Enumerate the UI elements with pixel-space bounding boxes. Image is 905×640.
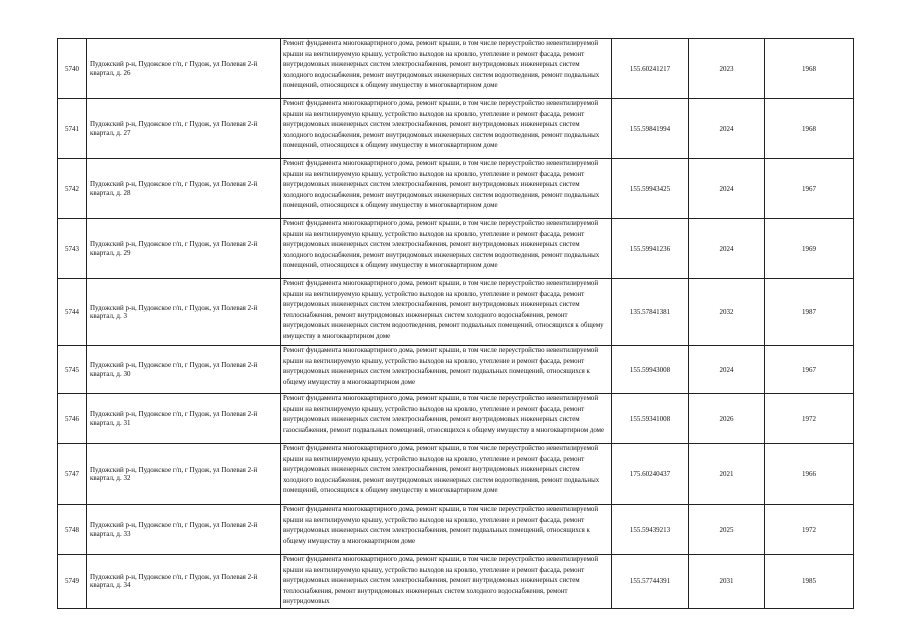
row-cost: 155.60241217 bbox=[612, 39, 689, 99]
row-planned-year: 2032 bbox=[689, 279, 765, 346]
row-number: 5742 bbox=[58, 159, 87, 219]
row-works: Ремонт фундамента многоквартирного дома, ремонт крыши, в том числе переустройство невентилируемой крыши на вентилируемую крышу, устройство выходов на кровлю, утепление и ремонт фасада, ремонт внутридомовых инженерных систем электроснабжения, ремонт внутридомовых инженерных систем холодного водоснабжения, ремонт внутридомовых инженерных систем водоотведения, ремонт подвальных помещений, относящихся к общему имуществу в многоквартирном доме bbox=[281, 39, 612, 99]
row-works: Ремонт фундамента многоквартирного дома, ремонт крыши, в том числе переустройство невентилируемой крыши на вентилируемую крышу, устройство выходов на кровлю, утепление и ремонт фасада, ремонт внутридомовых инженерных систем электроснабжения, ремонт внутридомовых инженерных систем холодного водоснабжения, ремонт внутридомовых инженерных систем водоотведения, ремонт подвальных помещений, относящихся к общему имуществу в многоквартирном доме bbox=[281, 444, 612, 505]
row-works: Ремонт фундамента многоквартирного дома, ремонт крыши, в том числе переустройство невентилируемой крыши на вентилируемую крышу, устройство выходов на кровлю, утепление и ремонт фасада, ремонт внутридомовых инженерных систем электроснабжения, ремонт внутридомовых инженерных систем теплоснабжения, ремонт внутридомовых инженерных систем холодного водоснабжения, ремонт внутридомовых инженерных систем водоотведения, ремонт подвальных помещений, относящихся к общему имуществу в многоквартирном доме bbox=[281, 279, 612, 346]
row-address: Пудожский р-н, Пудожское г/п, г Пудож, ул Полевая 2-й квартал, д. 34 bbox=[87, 555, 281, 609]
row-build-year: 1967 bbox=[765, 346, 854, 394]
row-number: 5748 bbox=[58, 505, 87, 555]
row-address: Пудожский р-н, Пудожское г/п, г Пудож, ул Полевая 2-й квартал, д. 32 bbox=[87, 444, 281, 505]
table-body bbox=[58, 39, 854, 609]
row-cost: 155.59841994 bbox=[612, 99, 689, 159]
table-row bbox=[58, 555, 854, 609]
table-row bbox=[58, 39, 854, 99]
row-address: Пудожский р-н, Пудожское г/п, г Пудож, ул Полевая 2-й квартал, д. 30 bbox=[87, 346, 281, 394]
table-row bbox=[58, 346, 854, 394]
row-number: 5740 bbox=[58, 39, 87, 99]
table-row bbox=[58, 219, 854, 279]
row-build-year: 1972 bbox=[765, 505, 854, 555]
row-address: Пудожский р-н, Пудожское г/п, г Пудож, ул Полевая 2-й квартал, д. 31 bbox=[87, 394, 281, 444]
row-cost: 155.59341008 bbox=[612, 394, 689, 444]
table-row bbox=[58, 505, 854, 555]
table-row bbox=[58, 394, 854, 444]
row-works: Ремонт фундамента многоквартирного дома, ремонт крыши, в том числе переустройство невентилируемой крыши на вентилируемую крышу, устройство выходов на кровлю, утепление и ремонт фасада, ремонт внутридомовых инженерных систем электроснабжения, ремонт внутридомовых инженерных систем холодного водоснабжения, ремонт внутридомовых инженерных систем водоотведения, ремонт подвальных помещений, относящихся к общему имуществу в многоквартирном доме bbox=[281, 99, 612, 159]
row-works: Ремонт фундамента многоквартирного дома, ремонт крыши, в том числе переустройство невентилируемой крыши на вентилируемую крышу, устройство выходов на кровлю, утепление и ремонт фасада, ремонт внутридомовых инженерных систем электроснабжения, ремонт подвальных помещений, относящихся к общему имуществу в многоквартирном доме bbox=[281, 346, 612, 394]
row-cost: 135.57841381 bbox=[612, 279, 689, 346]
row-planned-year: 2024 bbox=[689, 159, 765, 219]
row-cost: 155.59943008 bbox=[612, 346, 689, 394]
row-build-year: 1966 bbox=[765, 444, 854, 505]
row-number: 5744 bbox=[58, 279, 87, 346]
row-planned-year: 2024 bbox=[689, 219, 765, 279]
row-address: Пудожский р-н, Пудожское г/п, г Пудож, ул Полевая 2-й квартал, д. 3 bbox=[87, 279, 281, 346]
row-number: 5741 bbox=[58, 99, 87, 159]
row-number: 5746 bbox=[58, 394, 87, 444]
row-planned-year: 2031 bbox=[689, 555, 765, 609]
row-works: Ремонт фундамента многоквартирного дома, ремонт крыши, в том числе переустройство невентилируемой крыши на вентилируемую крышу, устройство выходов на кровлю, утепление и ремонт фасада, ремонт внутридомовых инженерных систем электроснабжения, ремонт внутридомовых инженерных систем теплоснабжения, ремонт внутридомовых инженерных систем холодного водоснабжения, ремонт внутридомовых bbox=[281, 555, 612, 609]
row-planned-year: 2021 bbox=[689, 444, 765, 505]
row-build-year: 1985 bbox=[765, 555, 854, 609]
row-cost: 155.57744391 bbox=[612, 555, 689, 609]
row-planned-year: 2024 bbox=[689, 346, 765, 394]
row-build-year: 1972 bbox=[765, 394, 854, 444]
row-cost: 155.59439213 bbox=[612, 505, 689, 555]
row-address: Пудожский р-н, Пудожское г/п, г Пудож, ул Полевая 2-й квартал, д. 27 bbox=[87, 99, 281, 159]
row-build-year: 1969 bbox=[765, 219, 854, 279]
row-works: Ремонт фундамента многоквартирного дома, ремонт крыши, в том числе переустройство невентилируемой крыши на вентилируемую крышу, устройство выходов на кровлю, утепление и ремонт фасада, ремонт внутридомовых инженерных систем электроснабжения, ремонт подвальных помещений, относящихся к общему имуществу в многоквартирном доме bbox=[281, 505, 612, 555]
row-build-year: 1968 bbox=[765, 39, 854, 99]
table-row bbox=[58, 279, 854, 346]
row-cost: 155.59941236 bbox=[612, 219, 689, 279]
program-table bbox=[57, 38, 854, 609]
row-address: Пудожский р-н, Пудожское г/п, г Пудож, ул Полевая 2-й квартал, д. 29 bbox=[87, 219, 281, 279]
row-works: Ремонт фундамента многоквартирного дома, ремонт крыши, в том числе переустройство невентилируемой крыши на вентилируемую крышу, устройство выходов на кровлю, утепление и ремонт фасада, ремонт внутридомовых инженерных систем электроснабжения, ремонт внутридомовых инженерных систем холодного водоснабжения, ремонт внутридомовых инженерных систем водоотведения, ремонт подвальных помещений, относящихся к общему имуществу в многоквартирном доме bbox=[281, 159, 612, 219]
row-cost: 155.59943425 bbox=[612, 159, 689, 219]
row-cost: 175.60240437 bbox=[612, 444, 689, 505]
row-build-year: 1987 bbox=[765, 279, 854, 346]
table-row bbox=[58, 99, 854, 159]
row-number: 5745 bbox=[58, 346, 87, 394]
row-number: 5743 bbox=[58, 219, 87, 279]
row-number: 5747 bbox=[58, 444, 87, 505]
row-planned-year: 2026 bbox=[689, 394, 765, 444]
row-planned-year: 2025 bbox=[689, 505, 765, 555]
row-works: Ремонт фундамента многоквартирного дома, ремонт крыши, в том числе переустройство невентилируемой крыши на вентилируемую крышу, устройство выходов на кровлю, утепление и ремонт фасада, ремонт внутридомовых инженерных систем электроснабжения, ремонт внутридомовых инженерных систем газоснабжения, ремонт подвальных помещений, относящихся к общему имуществу в многоквартирном доме bbox=[281, 394, 612, 444]
row-address: Пудожский р-н, Пудожское г/п, г Пудож, ул Полевая 2-й квартал, д. 26 bbox=[87, 39, 281, 99]
table-row bbox=[58, 444, 854, 505]
row-build-year: 1968 bbox=[765, 99, 854, 159]
row-address: Пудожский р-н, Пудожское г/п, г Пудож, ул Полевая 2-й квартал, д. 33 bbox=[87, 505, 281, 555]
row-planned-year: 2023 bbox=[689, 39, 765, 99]
row-address: Пудожский р-н, Пудожское г/п, г Пудож, ул Полевая 2-й квартал, д. 28 bbox=[87, 159, 281, 219]
row-build-year: 1967 bbox=[765, 159, 854, 219]
table-row bbox=[58, 159, 854, 219]
row-works: Ремонт фундамента многоквартирного дома, ремонт крыши, в том числе переустройство невентилируемой крыши на вентилируемую крышу, устройство выходов на кровлю, утепление и ремонт фасада, ремонт внутридомовых инженерных систем электроснабжения, ремонт внутридомовых инженерных систем холодного водоснабжения, ремонт внутридомовых инженерных систем водоотведения, ремонт подвальных помещений, относящихся к общему имуществу в многоквартирном доме bbox=[281, 219, 612, 279]
row-planned-year: 2024 bbox=[689, 99, 765, 159]
row-number: 5749 bbox=[58, 555, 87, 609]
